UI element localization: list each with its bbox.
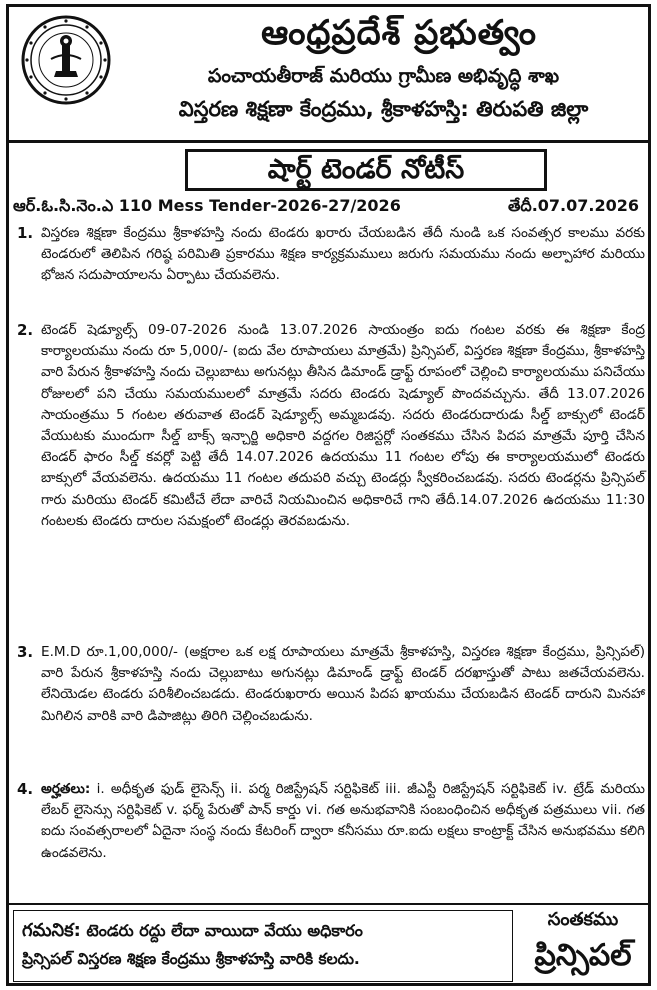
item-text: టెండర్ షెడ్యూల్స్ 09-07-2026 నుండి 13.07.2026 సాయంత్రం ఐదు గంటల వరకు ఈ శిక్షణా కేంద్ర కార్యాలయము నందు రూ 5,000/- (ఐదు వేల రూపాయలు మాత్రమే) ప్రిన్సిపల్, విస్తరణ శిక్షణా కేంద్రము, శ్రీకాళహస్తి వారి పేరున శ్రీకాళహస్తి నందు చెల్లుబాటు అగునట్లు తీసిన డిమాండ్ డ్రాఫ్ట్ రూపంలో చెల్లించి కార్యాలయము పనిచేయు రోజులలో పని చేయు సమయములలో మాత్రమే సదరు టెండరు షెడ్యూల్ పొందవచ్చును. తేదీ 13.07.2026 సాయంత్రము 5 గంటల తరువాత టెండర్ షెడ్యూల్స్ అమ్మబడవు. సదరు టెండరుదారుడు సీల్డ్ బాక్సులో టెండర్ వేయుటకు ముందుగా సీల్డ్ బాక్స్ ఇన్చార్జి అధికారి వద్దగల రిజిస్టర్లో సంతకము చేసిన పిదప మాత్రమే పూర్తి చేసిన టెండర్ ఫారం సీల్డ్ కవర్లో పెట్టి తేదీ 14.07.2026 ఉదయము 11 గంటల లోపు ఈ కార్యాలయములో టెండరు బాక్సులో వేయవలెను. ఉదయము 11 గంటల తదుపరి వచ్చు టెండర్లు స్వీకరించబడవు. సదరు టెండర్లను ప్రిన్సిపల్ గారు మరియు టెండర్ కమిటీచే లేదా వారిచే నియమించిన అధికారిచే గాని తేదీ.14.07.2026 ఉదయము 11:30 గంటలకు టెండరు దారుల సమక్షంలో టెండర్లు తెరవబడును.: [41, 322, 645, 529]
list-item: [13, 642, 645, 779]
item-text: E.M.D రూ.1,00,000/- (అక్షరాల ఒక లక్ష రూపాయలు మాత్రమే శ్రీకాళహస్తి, విస్తరణ శిక్షణా కేంద్రము, ప్రిన్సిపల్) వారి పేరున శ్రీకాళహస్తి నందు చెల్లుబాటు అగునట్లు డిమాండ్ డ్రాఫ్ట్ టెండర్ దరఖాస్తుతో పాటు జతచేయవలెను. లేనియెడల టెండరు పరిశీలించబడదు. టెండరుఖరారు అయిన పిదప ఖాయము చేయబడిన టెండర్ దారుని మినహా మిగిలిన వారికి వారి డిపాజిట్లు తిరిగి చెల్లించబడును.: [41, 644, 645, 724]
signature-block: [519, 907, 647, 985]
list-item: [13, 223, 645, 320]
reference-number: ఆర్.ఓ.సి.నెం.ఎ 110 Mess Tender-2026-27/2026: [13, 196, 401, 215]
note-text-1: టెండరు రద్దు లేదా వాయిదా వేయు అధికారం: [86, 921, 363, 940]
item-number: 2.: [17, 321, 34, 339]
center-name: విస్తరణ శిక్షణా కేంద్రము, శ్రీకాళహస్తి: తిరుపతి జిల్లా: [178, 97, 589, 121]
eligibility-label: అర్హతలు:: [41, 781, 91, 797]
footer-divider: [9, 903, 648, 905]
reference-line: [13, 196, 645, 218]
tender-notice: [6, 4, 651, 986]
department-name: పంచాయతీరాజ్ మరియు గ్రామీణ అభివృద్ధి శాఖ: [207, 65, 560, 87]
government-title: ఆంధ్రప్రదేశ్ ప్రభుత్వం: [261, 13, 537, 53]
signatory-title: ప్రిన్సిపల్: [534, 938, 632, 973]
item-number: 4.: [17, 780, 34, 798]
note-line-1: [22, 917, 504, 945]
signature-label: సంతకము: [547, 909, 619, 930]
notice-date: తేదీ.07.07.2026: [507, 196, 639, 215]
item-text: విస్తరణ శిక్షణా కేంద్రము శ్రీకాళహస్తి నందు టెండరు ఖరారు చేయబడిన తేదీ నుండి ఒక సంవత్సర కాలము వరకు టెండరులో తెలిపిన గరిష్ఠ పరిమితి ప్రకారము శిక్షణ కార్యక్రమములు జరుగు సమయము నందు అల్పాహార మరియు భోజన సదుపాయాలను ఏర్పాటు చేయవలెను.: [41, 225, 645, 284]
note-text-2: ప్రిన్సిపల్ విస్తరణ శిక్షణ కేంద్రము శ్రీకాళహస్తి వారికి కలదు.: [22, 950, 360, 968]
list-item: [13, 320, 645, 642]
header-divider: [9, 140, 648, 143]
note-label: గమనిక:: [22, 920, 81, 941]
item-text: i. అధీకృత ఫుడ్ లైసెన్స్ ii. పర్మ రిజిస్ట్రేషన్ సర్టిఫికెట్ iii. జీఎస్టీ రిజిస్ట్రేషన్ సర్టిఫికెట్ iv. ట్రేడ్ మరియు లేబర్ లైసెన్సు సర్టిఫికెట్ v. ఫర్మ్ పేరుతో పాన్ కార్డు vi. గత అనుభవానికి సంబంధించిన అధీకృత పత్రములు vii. గత ఐదు సంవత్సరాలలో ఏదైనా సంస్థ నందు కేటరింగ్ ద్వారా కనీసము రూ.ఐదు లక్షలు కాంట్రాక్ట్ చేసిన అనుభవము కలిగి ఉండవలెను.: [41, 781, 645, 861]
notice-title: షార్ట్ టెండర్ నోటీస్: [185, 149, 547, 191]
header: [9, 7, 648, 143]
state-emblem-icon: [21, 15, 111, 105]
item-number: 1.: [17, 224, 34, 242]
note-box: [13, 910, 513, 982]
item-number: 3.: [17, 643, 34, 661]
notice-items: [13, 223, 645, 909]
list-item: [13, 779, 645, 909]
